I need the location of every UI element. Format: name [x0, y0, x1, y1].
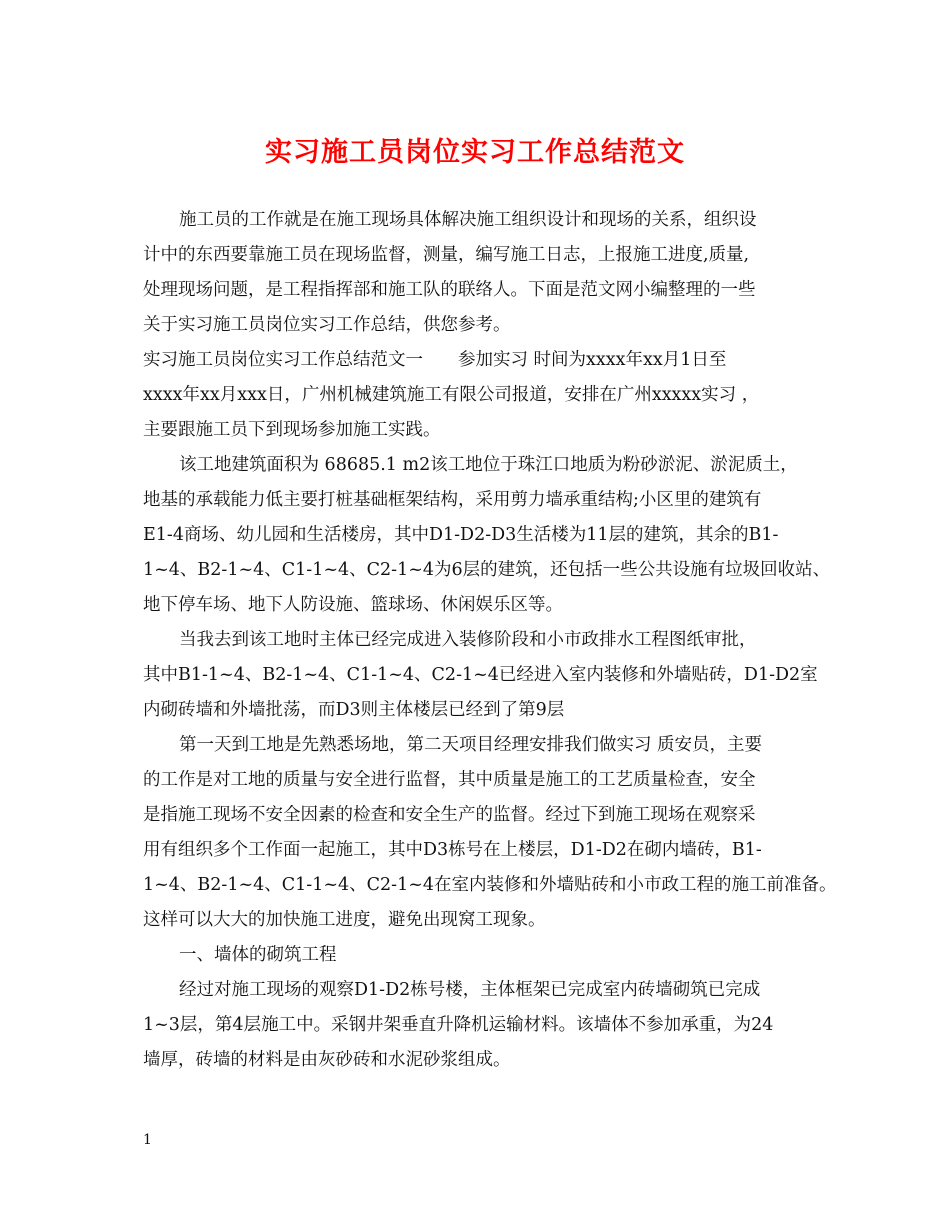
paragraph-line: 主要跟施工员下到现场参加施工实践。 [143, 420, 441, 440]
paragraph-line: 地下停车场、地下人防设施、篮球场、休闲娱乐区等。 [143, 595, 563, 615]
paragraph-line: 关于实习施工员岗位实习工作总结，供您参考。 [143, 315, 511, 335]
section-heading: 一、墙体的砌筑工程 [179, 945, 337, 965]
paragraph-line: 其中B1-1~4、B2-1~4、C1-1~4、C2-1~4已经进入室内装修和外墙贴砖，D1-D2室 [143, 665, 818, 685]
paragraph-line: 施工员的工作就是在施工现场具体解决施工组织设计和现场的关系，组织设 [179, 210, 757, 230]
document-title: 实习施工员岗位实习工作总结范文 [265, 137, 685, 168]
paragraph-line: 的工作是对工地的质量与安全进行监督，其中质量是施工的工艺质量检查，安全 [143, 770, 756, 790]
paragraph-line: 当我去到该工地时主体已经完成进入装修阶段和小市政排水工程图纸审批， [179, 630, 757, 650]
paragraph-line: E1-4商场、幼儿园和生活楼房，其中D1-D2-D3生活楼为11层的建筑，其余的B1- [143, 525, 779, 545]
paragraph-line: 墙厚，砖墙的材料是由灰砂砖和水泥砂浆组成。 [143, 1050, 511, 1070]
paragraph-line: 经过对施工现场的观察D1-D2栋号楼，主体框架已完成室内砖墙砌筑已完成 [179, 980, 761, 1000]
paragraph-line: 该工地建筑面积为 68685.1 m2该工地位于珠江口地质为粉砂淤泥、淤泥质土， [179, 455, 798, 475]
paragraph-line: 计中的东西要靠施工员在现场监督，测量，编写施工日志，上报施工进度,质量, [143, 245, 750, 265]
paragraph-line: 这样可以大大的加快施工进度，避免出现窝工现象。 [143, 910, 546, 930]
paragraph-line: 1~3层，第4层施工中。采钢井架垂直升降机运输材料。该墙体不参加承重，为24 [143, 1015, 774, 1035]
paragraph-line: 是指施工现场不安全因素的检查和安全生产的监督。经过下到施工现场在观察采 [143, 805, 756, 825]
document-body [143, 203, 837, 1078]
paragraph-line: 内砌砖墙和外墙批荡，而D3则主体楼层已经到了第9层 [143, 700, 565, 720]
paragraph-line: 1~4、B2-1~4、C1-1~4、C2-1~4在室内装修和外墙贴砖和小市政工程的施工前准备。 [143, 875, 837, 895]
paragraph-line: xxxx年xx月xxx日，广州机械建筑施工有限公司报道，安排在广州xxxxx实习 ， [143, 385, 760, 405]
page-number: 1 [143, 1132, 152, 1148]
paragraph-line: 1~4、B2-1~4、C1-1~4、C2-1~4为6层的建筑，还包括一些公共设施有垃圾回收站、 [143, 560, 831, 580]
paragraph-line: 用有组织多个工作面一起施工，其中D3栋号在上楼层，D1-D2在砌内墙砖，B1- [143, 840, 762, 860]
paragraph-line: 实习施工员岗位实习工作总结范文一 参加实习 时间为xxxx年xx月1日至 [143, 350, 727, 370]
paragraph-line: 处理现场问题，是工程指挥部和施工队的联络人。下面是范文网小编整理的一些 [143, 280, 756, 300]
paragraph-line: 地基的承载能力低主要打桩基础框架结构，采用剪力墙承重结构;小区里的建筑有 [143, 490, 762, 510]
paragraph-line: 第一天到工地是先熟悉场地，第二天项目经理安排我们做实习 质安员，主要 [179, 735, 763, 755]
